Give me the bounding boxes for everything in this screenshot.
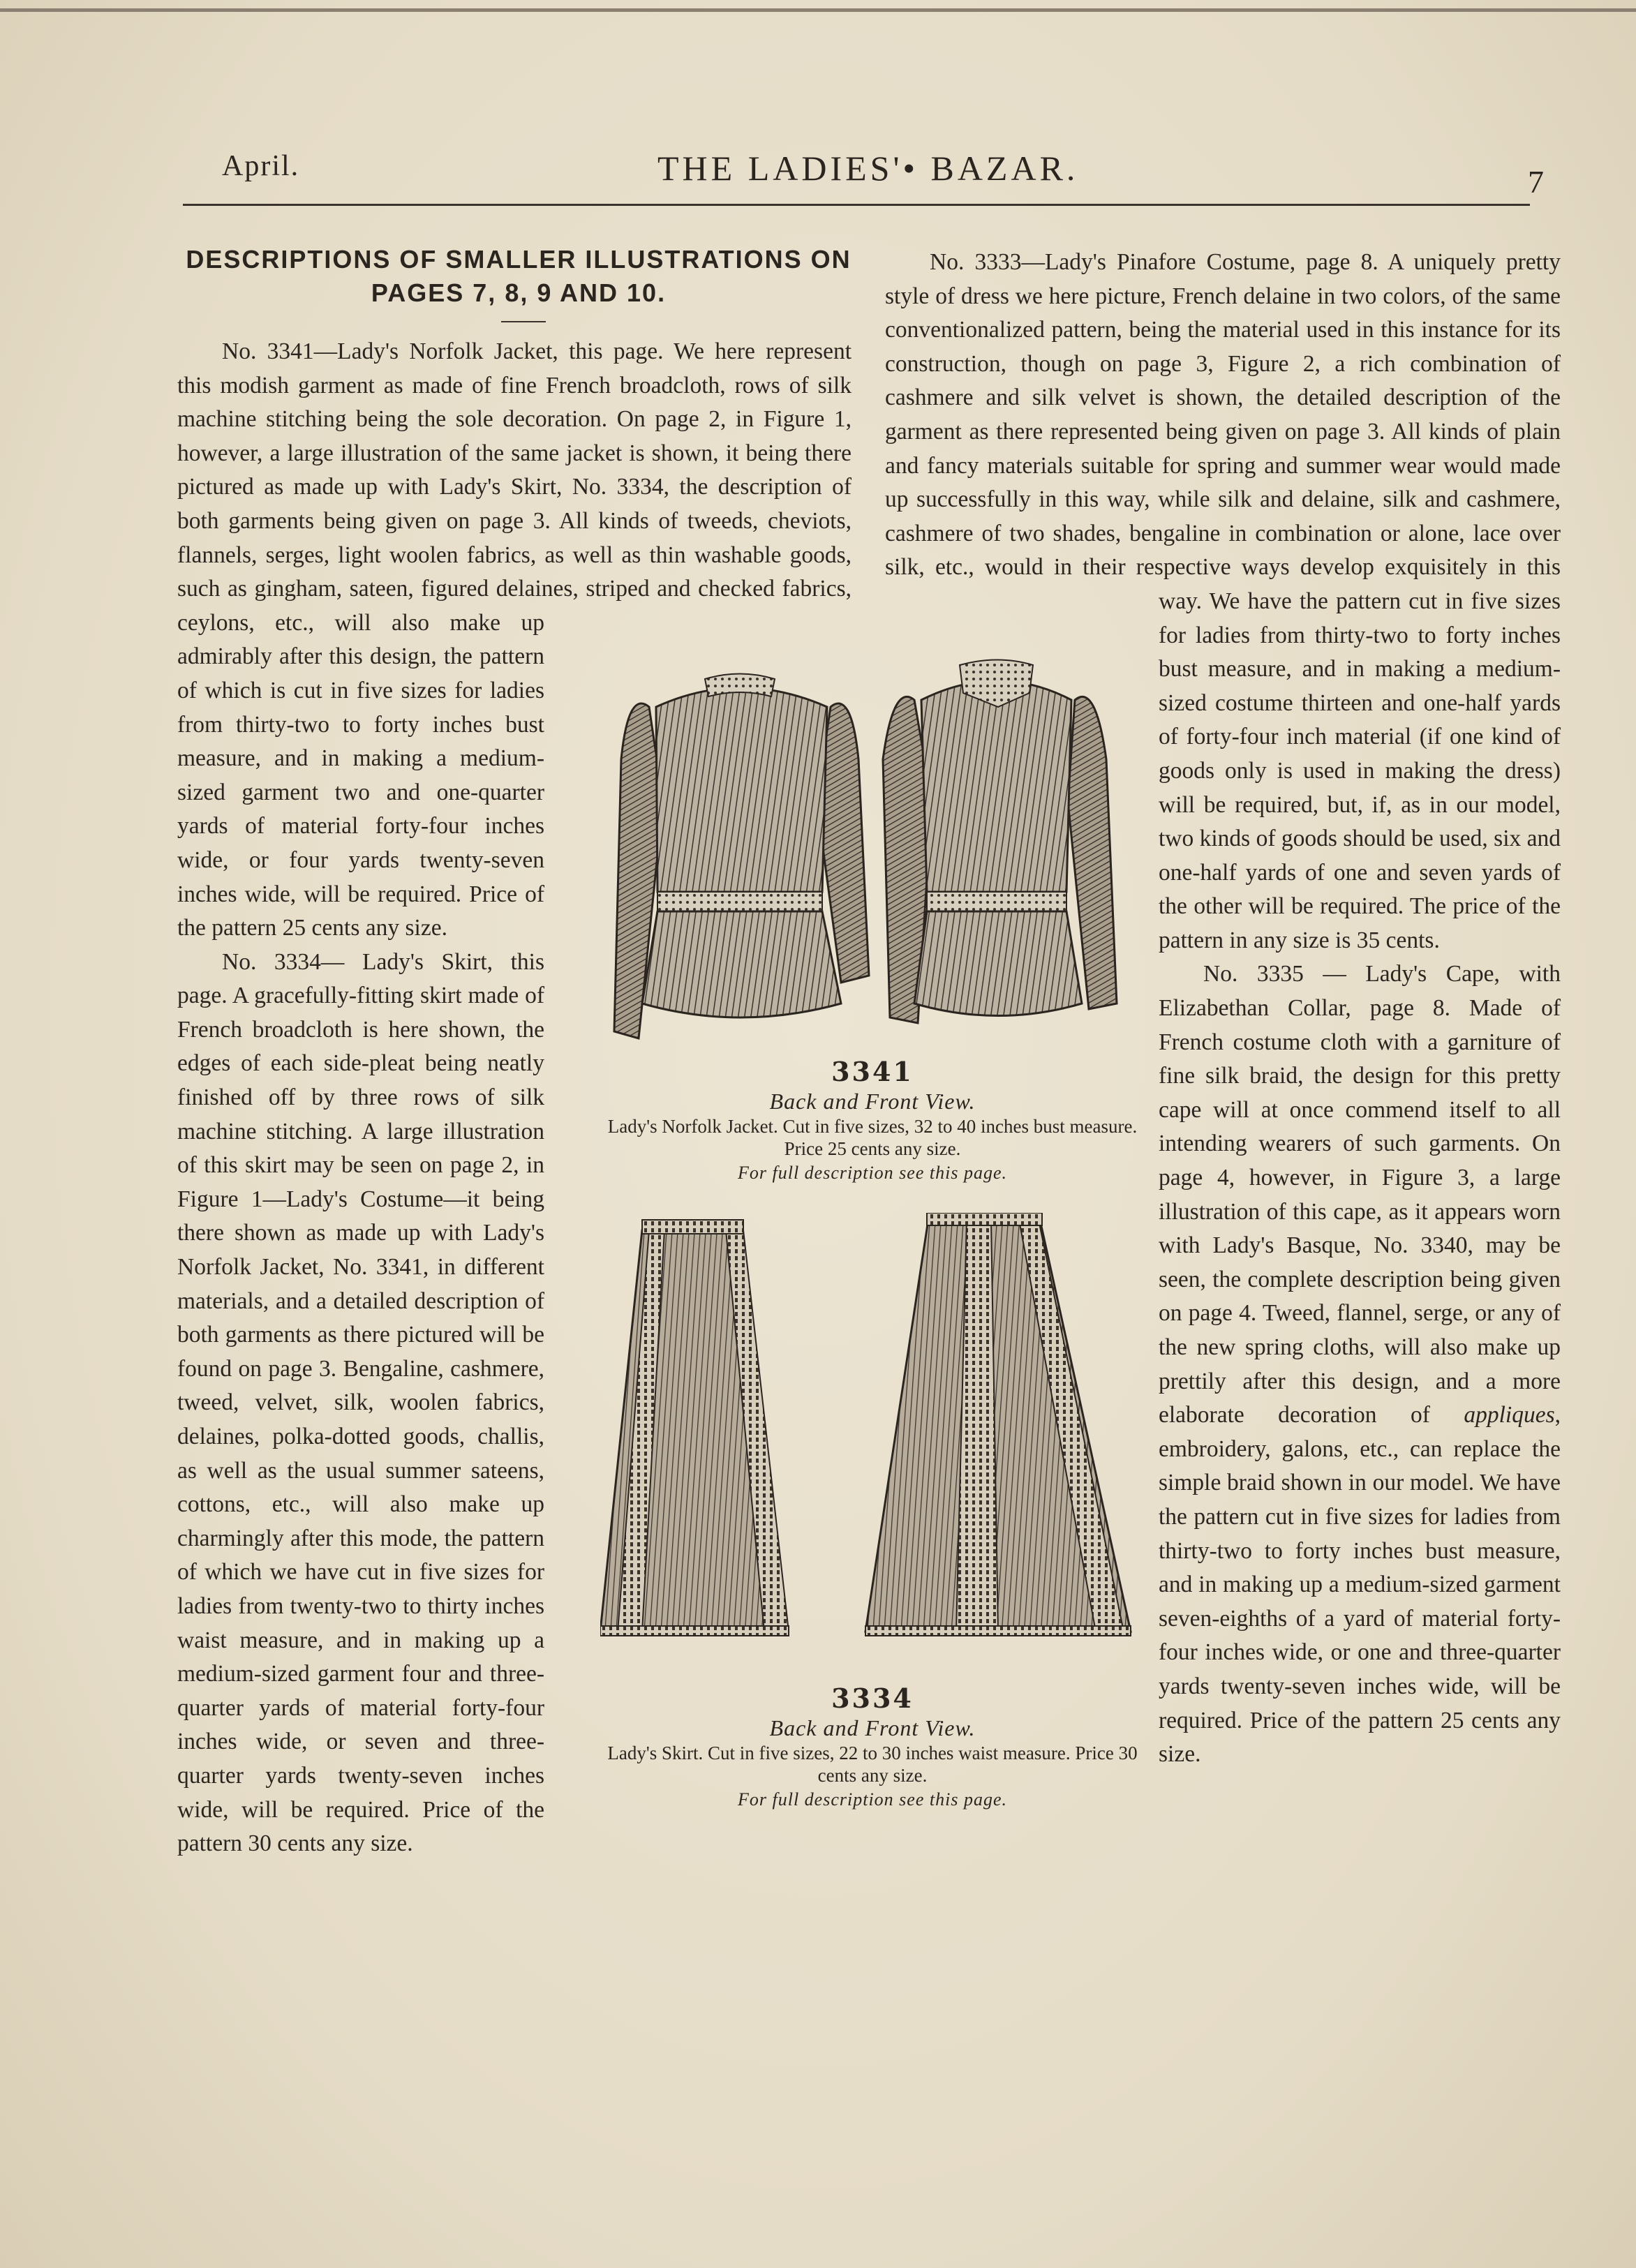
jacket-front-view (883, 660, 1117, 1024)
figure-description: Lady's Norfolk Jacket. Cut in five sizes, 32 to 40 inches bust measure. Price 25 cents any size. (607, 1116, 1138, 1159)
heading-divider (501, 321, 546, 322)
figure-caption-3341 (593, 1057, 1152, 1186)
figure-view-label: Back and Front View. (769, 1089, 976, 1114)
header-title: THE LADIES'• BAZAR. (657, 149, 1079, 188)
running-header (183, 140, 1544, 202)
article-skirt-3334: No. 3334— Lady's Skirt, this page. A gracefully-fitting skirt made of French broadcloth is here shown, the edges of each side-pleat being neatly finished off by three rows of silk machine stitching. A large illustration of this skirt may be seen on page 2, in Figure 1—Lady's Costume—it being there shown as made up with Lady's Norfolk Jacket, No. 3341, in different materials, and a detailed description of both garments as there pictured will be found on page 3. Bengaline, cashmere, tweed, velvet, silk, woolen fabrics, delaines, polka-dotted goods, challis, as well as the usual summer sateens, cottons, etc., will also make up charmingly after this mode, the pattern of which we have cut in five sizes for ladies from twenty-two to thirty inches waist measure, and in making up a medium-sized garment four and three-quarter yards of material forty-four inches wide, or seven and three-quarter yards twenty-seven inches wide, will be required. Price of the pattern 30 cents any size. (177, 948, 544, 1857)
skirt-front-view (865, 1213, 1131, 1636)
figure-number: 3341 (831, 1056, 914, 1087)
page-top-border (0, 8, 1636, 12)
right-column (885, 246, 1561, 2165)
article-cape-3335: No. 3335 — Lady's Cape, with Elizabethan Collar, page 8. Made of French costume cloth with a garniture of fine silk braid, the design for this pretty cape will at once commend itself to all intending wearers of such garments. On page 4, however, in Figure 3, a large illustration of this cape, as it appears worn with Lady's Basque, No. 3340, may be seen, the complete description being given on page 4. Tweed, flannel, serge, or any of the new spring cloths, will also make up prettily after this design, and a more elaborate decoration of appliques, embroidery, galons, etc., can replace the simple braid shown in our model. We have the pattern cut in five sizes for ladies from thirty-two to forty inches bust measure, and in making up a medium-sized garment seven-eighths of a yard of material forty-four inches wide, or one and three-quarter yards twenty-seven inches wide, will be required. Price of the pattern 25 cents any size. (1159, 961, 1561, 1768)
figure-see-note: For full description see this page. (738, 1789, 1007, 1810)
header-month: April. (222, 150, 300, 182)
article-costume-3333: No. 3333—Lady's Pinafore Costume, page 8. A uniquely pretty style of dress we here picture, French delaine in two colors, of the same conventionalized pattern, being the material used in this instance for its construction, though on page 3, Figure 2, a rich combination of cashmere and silk velvet is shown, the detailed description of the garment as there represented being given on page 3. All kinds of plain and fancy materials suitable for spring and summer wear would made up successfully in this way, while silk and delaine, silk and cashmere, cashmere of two shades, bengaline in combination or alone, lace over silk, etc., would in their respective ways develop exquisitely in this way. We have the pattern cut in five sizes for ladies from thirty-two to forty inches bust measure, and in making a medium-sized costume thirteen and one-half yards of forty-four inch material (if one kind of goods only is used in making the dress) will be required, but, if, as in our model, two kinds of goods should be used, six and one-half yards of one and seven yards of the other will be required. The price of the pattern in any size is 35 cents. (885, 249, 1561, 953)
jacket-back-view (614, 674, 869, 1039)
figure-description: Lady's Skirt. Cut in five sizes, 22 to 30 inches waist measure. Price 30 cents any size. (607, 1743, 1138, 1786)
article-jacket-3341: No. 3341—Lady's Norfolk Jacket, this page. We here represent this modish garment as made of fine French broadcloth, rows of silk machine stitching being the sole decoration. On page 2, in Figure 1, however, a large illustration of the same jacket is shown, it being there pictured as made up with Lady's Skirt, No. 3334, the description of both garments being given on page 3. All kinds of tweeds, cheviots, flannels, serges, light woolen fabrics, as well as thin washable goods, such as gingham, sateen, figured delaines, striped and checked fabrics, ceylons, etc., will also make up admirably after this design, the pattern of which is cut in five sizes for ladies from thirty-two to forty inches bust measure, and in making a medium-sized garment two and one-quarter yards of material forty-four inches wide, or four yards twenty-seven inches wide, will be required. Price of the pattern 25 cents any size. (177, 338, 852, 941)
figure-number: 3334 (831, 1683, 914, 1714)
section-heading: DESCRIPTIONS OF SMALLER ILLUSTRATIONS ON PAGES 7, 8, 9 AND 10. (186, 245, 852, 307)
page-number: 7 (1528, 164, 1544, 200)
figure-caption-3334 (593, 1683, 1152, 1813)
figure-view-label: Back and Front View. (769, 1715, 976, 1740)
skirt-back-view (600, 1220, 789, 1636)
jacket-illustration (600, 641, 1145, 1080)
header-rule (183, 204, 1530, 206)
figure-see-note: For full description see this page. (738, 1163, 1007, 1183)
skirt-illustration (600, 1213, 1145, 1687)
